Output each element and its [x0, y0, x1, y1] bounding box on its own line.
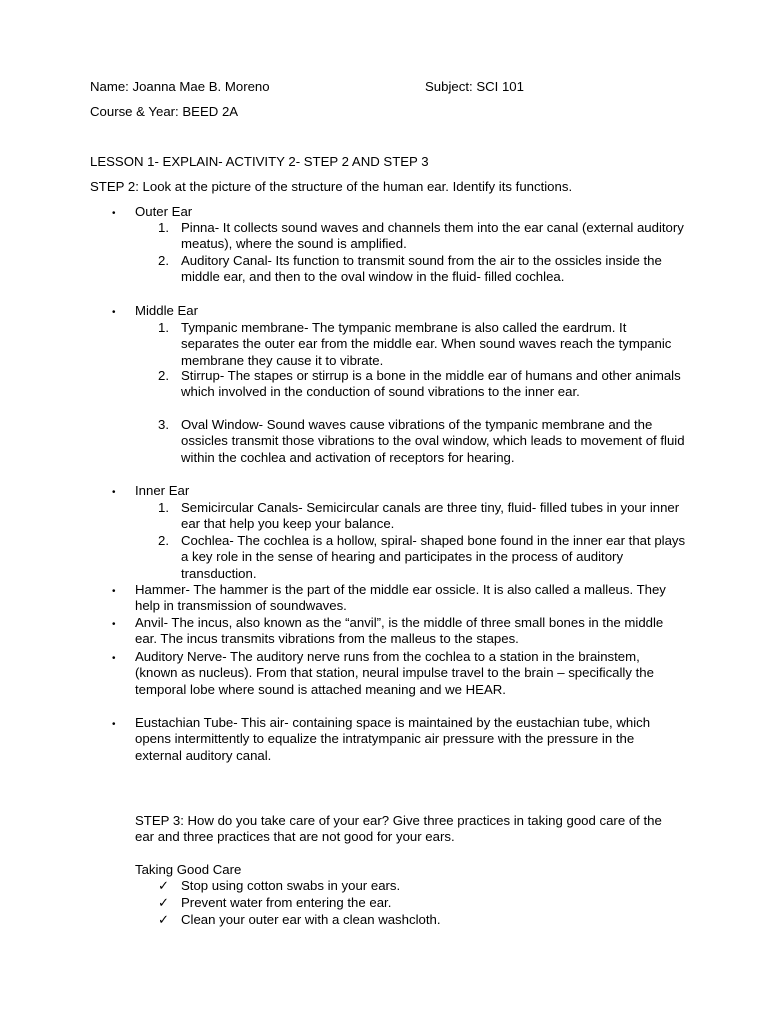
bullet-icon: •	[112, 653, 116, 664]
list-item-oval-window: Oval Window- Sound waves cause vibrations of the tympanic membrane and the ossicles transmit those vibrations to the oval window, which leads to movement of fluid within the cochlea and activation of receptors for hearing.	[181, 417, 685, 465]
step3-instruction: STEP 3: How do you take care of your ear? Give three practices in taking good care of the ear and three practices that are not good for your ears.	[135, 813, 662, 845]
checkmark-icon: ✓	[158, 912, 170, 927]
bullet-icon: •	[112, 208, 116, 219]
list-item-tympanic-membrane: Tympanic membrane- The tympanic membrane is also called the eardrum. It separates the outer ear from the middle ear. When sound waves reach the tympanic membrane they cause it to vibrate.	[181, 320, 672, 368]
list-number: 2.	[158, 533, 169, 548]
section-inner-ear: Inner Ear	[135, 483, 190, 498]
checkmark-icon: ✓	[158, 878, 170, 893]
list-number: 1.	[158, 500, 169, 515]
course-year: Course & Year: BEED 2A	[90, 104, 239, 119]
good-care-item: Clean your outer ear with a clean washcloth.	[181, 912, 441, 927]
list-number: 2.	[158, 253, 169, 268]
list-item-eustachian-tube: Eustachian Tube- This air- containing space is maintained by the eustachian tube, which opens intermittently to equalize the intratympanic air pressure with the pressure in the external auditory canal.	[135, 715, 651, 763]
step2-instruction: STEP 2: Look at the picture of the structure of the human ear. Identify its functions.	[90, 179, 573, 194]
list-number: 1.	[158, 320, 169, 335]
list-item-auditory-nerve: Auditory Nerve- The auditory nerve runs from the cochlea to a station in the brainstem, (known as nucleus). From that station, neural impulse travel to the brain – specifically the temporal lobe where sound is attached meaning and we HEAR.	[135, 649, 654, 697]
list-number: 1.	[158, 220, 169, 235]
student-name: Name: Joanna Mae B. Moreno	[90, 79, 270, 94]
lesson-title: LESSON 1- EXPLAIN- ACTIVITY 2- STEP 2 AND STEP 3	[90, 154, 429, 169]
list-number: 2.	[158, 368, 169, 383]
good-care-item: Prevent water from entering the ear.	[181, 895, 392, 910]
good-care-item: Stop using cotton swabs in your ears.	[181, 878, 401, 893]
list-item-auditory-canal: Auditory Canal- Its function to transmit sound from the air to the ossicles inside the middle ear, and then to the oval window in the fluid- filled cochlea.	[181, 253, 662, 285]
section-middle-ear: Middle Ear	[135, 303, 199, 318]
list-number: 3.	[158, 417, 169, 432]
list-item-stirrup: Stirrup- The stapes or stirrup is a bone in the middle ear of humans and other animals which involved in the conduction of sound vibrations to the inner ear.	[181, 368, 681, 400]
subject: Subject: SCI 101	[425, 79, 524, 94]
list-item-semicircular-canals: Semicircular Canals- Semicircular canals are three tiny, fluid- filled tubes in your inner ear that help you keep your balance.	[181, 500, 680, 532]
list-item-hammer: Hammer- The hammer is the part of the middle ear ossicle. It is also called a malleus. They help in transmission of soundwaves.	[135, 582, 666, 614]
list-item-anvil: Anvil- The incus, also known as the “anvil”, is the middle of three small bones in the middle ear. The incus transmits vibrations from the malleus to the stapes.	[135, 615, 664, 647]
checkmark-icon: ✓	[158, 895, 170, 910]
bullet-icon: •	[112, 307, 116, 318]
bullet-icon: •	[112, 619, 116, 630]
bullet-icon: •	[112, 719, 116, 730]
bullet-icon: •	[112, 487, 116, 498]
good-care-heading: Taking Good Care	[135, 862, 242, 877]
section-outer-ear: Outer Ear	[135, 204, 193, 219]
list-item-pinna: Pinna- It collects sound waves and channels them into the ear canal (external auditory meatus), where the sound is amplified.	[181, 220, 684, 252]
bullet-icon: •	[112, 586, 116, 597]
list-item-cochlea: Cochlea- The cochlea is a hollow, spiral- shaped bone found in the inner ear that plays a key role in the sense of hearing and participates in the process of auditory transduction.	[181, 533, 686, 581]
